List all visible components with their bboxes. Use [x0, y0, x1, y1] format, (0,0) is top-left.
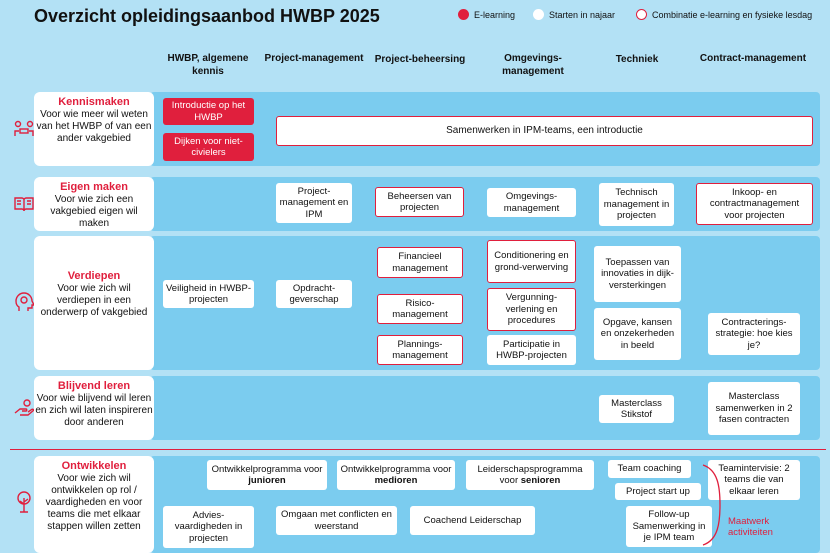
row-label-verdiepen — [34, 236, 154, 370]
head-brain-icon — [12, 290, 36, 314]
course-teamintervisie[interactable]: Teamintervisie: 2 teams die van elkaar leren — [708, 460, 800, 500]
row-title: Blijvend leren — [57, 380, 131, 392]
course-ontwikkel-junioren[interactable] — [207, 460, 327, 490]
row-title: Ontwikkelen — [61, 460, 127, 472]
course-conditionering[interactable]: Conditionering en grond-verwerving — [487, 240, 576, 283]
course-financieel-management[interactable]: Financieel management — [377, 247, 463, 278]
people-meeting-icon — [12, 116, 36, 140]
course-label-bold: medioren — [374, 475, 418, 486]
course-dijken-niet-civielers[interactable]: Dijken voor niet-civielers — [163, 133, 254, 161]
course-label: Leiderschapsprogramma voor — [477, 463, 583, 486]
course-label-bold: senioren — [520, 475, 561, 486]
course-team-coaching[interactable]: Team coaching — [608, 460, 691, 478]
course-beheersen-projecten[interactable]: Beheersen van projecten — [375, 187, 464, 217]
row-description: Voor wie zich wil verdiepen in een onderwerp of vakgebied — [40, 283, 148, 318]
hand-holding-icon — [12, 396, 36, 420]
row-description: Voor wie zich wil ontwikkelen op rol / vaardigheden en voor teams die met elkaar stappen willen zetten — [45, 473, 143, 532]
column-header: Project-management — [264, 53, 364, 64]
column-header: Omgevings-management — [502, 53, 564, 77]
course-projectmanagement-ipm[interactable]: Project-management en IPM — [276, 183, 352, 223]
white-dot-icon — [533, 9, 544, 20]
legend-elearning — [458, 9, 515, 20]
course-omgevingsmanagement[interactable]: Omgevings-management — [487, 188, 576, 217]
column-header: Techniek — [615, 54, 659, 65]
row-label-kennismaken — [34, 92, 154, 166]
legend-label: Combinatie e-learning en fysieke lesdag — [652, 9, 813, 20]
course-masterclass-stikstof[interactable]: Masterclass Stikstof — [599, 395, 674, 423]
course-label: Ontwikkelprogramma voor — [211, 463, 323, 475]
column-header: Project-beheersing — [374, 54, 466, 65]
page-title: Overzicht opleidingsaanbod HWBP 2025 — [34, 6, 380, 26]
column-header: Contract-management — [699, 53, 807, 64]
course-masterclass-2-fasen[interactable]: Masterclass samenwerken in 2 fasen contracten — [708, 382, 800, 435]
course-opgave-kansen[interactable]: Opgave, kansen en onzekerheden in beeld — [594, 308, 681, 360]
course-omgaan-conflicten[interactable]: Omgaan met conflicten en weerstand — [276, 506, 397, 535]
course-vergunningverlening[interactable]: Vergunning-verlening en procedures — [487, 288, 576, 331]
row-label-blijvend-leren — [34, 376, 154, 440]
column-header: HWBP, algemene kennis — [167, 53, 249, 77]
course-adviesvaardigheden[interactable]: Advies-vaardigheden in projecten — [163, 506, 254, 548]
course-contracteringsstrategie[interactable]: Contracterings-strategie: hoe kies je? — [708, 313, 800, 355]
course-innovaties[interactable]: Toepassen van innovaties in dijk-versterkingen — [594, 246, 681, 302]
course-inkoop-contractmanagement[interactable]: Inkoop- en contractmanagement voor projecten — [696, 183, 813, 225]
course-participatie[interactable]: Participatie in HWBP-projecten — [487, 335, 576, 365]
row-description: Voor wie meer wil weten van het HWBP of van een ander vakgebied — [36, 109, 152, 144]
legend-label: E-learning — [474, 9, 516, 20]
outlined-dot-icon — [636, 9, 647, 20]
course-coachend-leiderschap[interactable]: Coachend Leiderschap — [410, 506, 535, 535]
course-label: Ontwikkelprogramma voor — [340, 463, 452, 475]
course-planningsmanagement[interactable]: Plannings-management — [377, 335, 463, 365]
legend-najaar — [533, 9, 615, 20]
maatwerk-bracket — [700, 462, 730, 548]
course-followup-samenwerking[interactable]: Follow-up Samenwerking in je IPM team — [626, 506, 712, 547]
row-title: Eigen maken — [60, 181, 128, 193]
course-label-bold: junioren — [248, 475, 286, 486]
legend-label: Starten in najaar — [549, 9, 616, 20]
course-introductie-hwbp[interactable]: Introductie op het HWBP — [163, 98, 254, 125]
row-description: Voor wie blijvend wil leren en zich wil laten inspireren door anderen — [35, 393, 153, 428]
course-samenwerken-ipm[interactable]: Samenwerken in IPM-teams, een introductie — [276, 116, 813, 146]
course-technisch-management[interactable]: Technisch management in projecten — [599, 183, 674, 226]
maatwerk-label: Maatwerk activiteiten — [728, 516, 773, 538]
red-dot-icon — [458, 9, 469, 20]
course-leiderschap-senioren[interactable] — [466, 460, 594, 490]
row-title: Verdiepen — [67, 270, 121, 282]
tree-icon — [12, 490, 36, 514]
course-veiligheid[interactable]: Veiligheid in HWBP-projecten — [163, 280, 254, 308]
row-title: Kennismaken — [58, 96, 130, 108]
legend-combinatie — [636, 9, 812, 20]
row-label-eigen-maken — [34, 177, 154, 231]
course-project-start-up[interactable]: Project start up — [615, 483, 701, 500]
course-opdrachtgeverschap[interactable]: Opdracht-geverschap — [276, 280, 352, 308]
course-risicomanagement[interactable]: Risico-management — [377, 294, 463, 324]
row-label-ontwikkelen — [34, 456, 154, 553]
open-book-icon — [12, 192, 36, 216]
separator-line — [10, 449, 826, 450]
row-description: Voor wie zich een vakgebied eigen wil maken — [50, 194, 138, 229]
course-ontwikkel-medioren[interactable] — [337, 460, 455, 490]
